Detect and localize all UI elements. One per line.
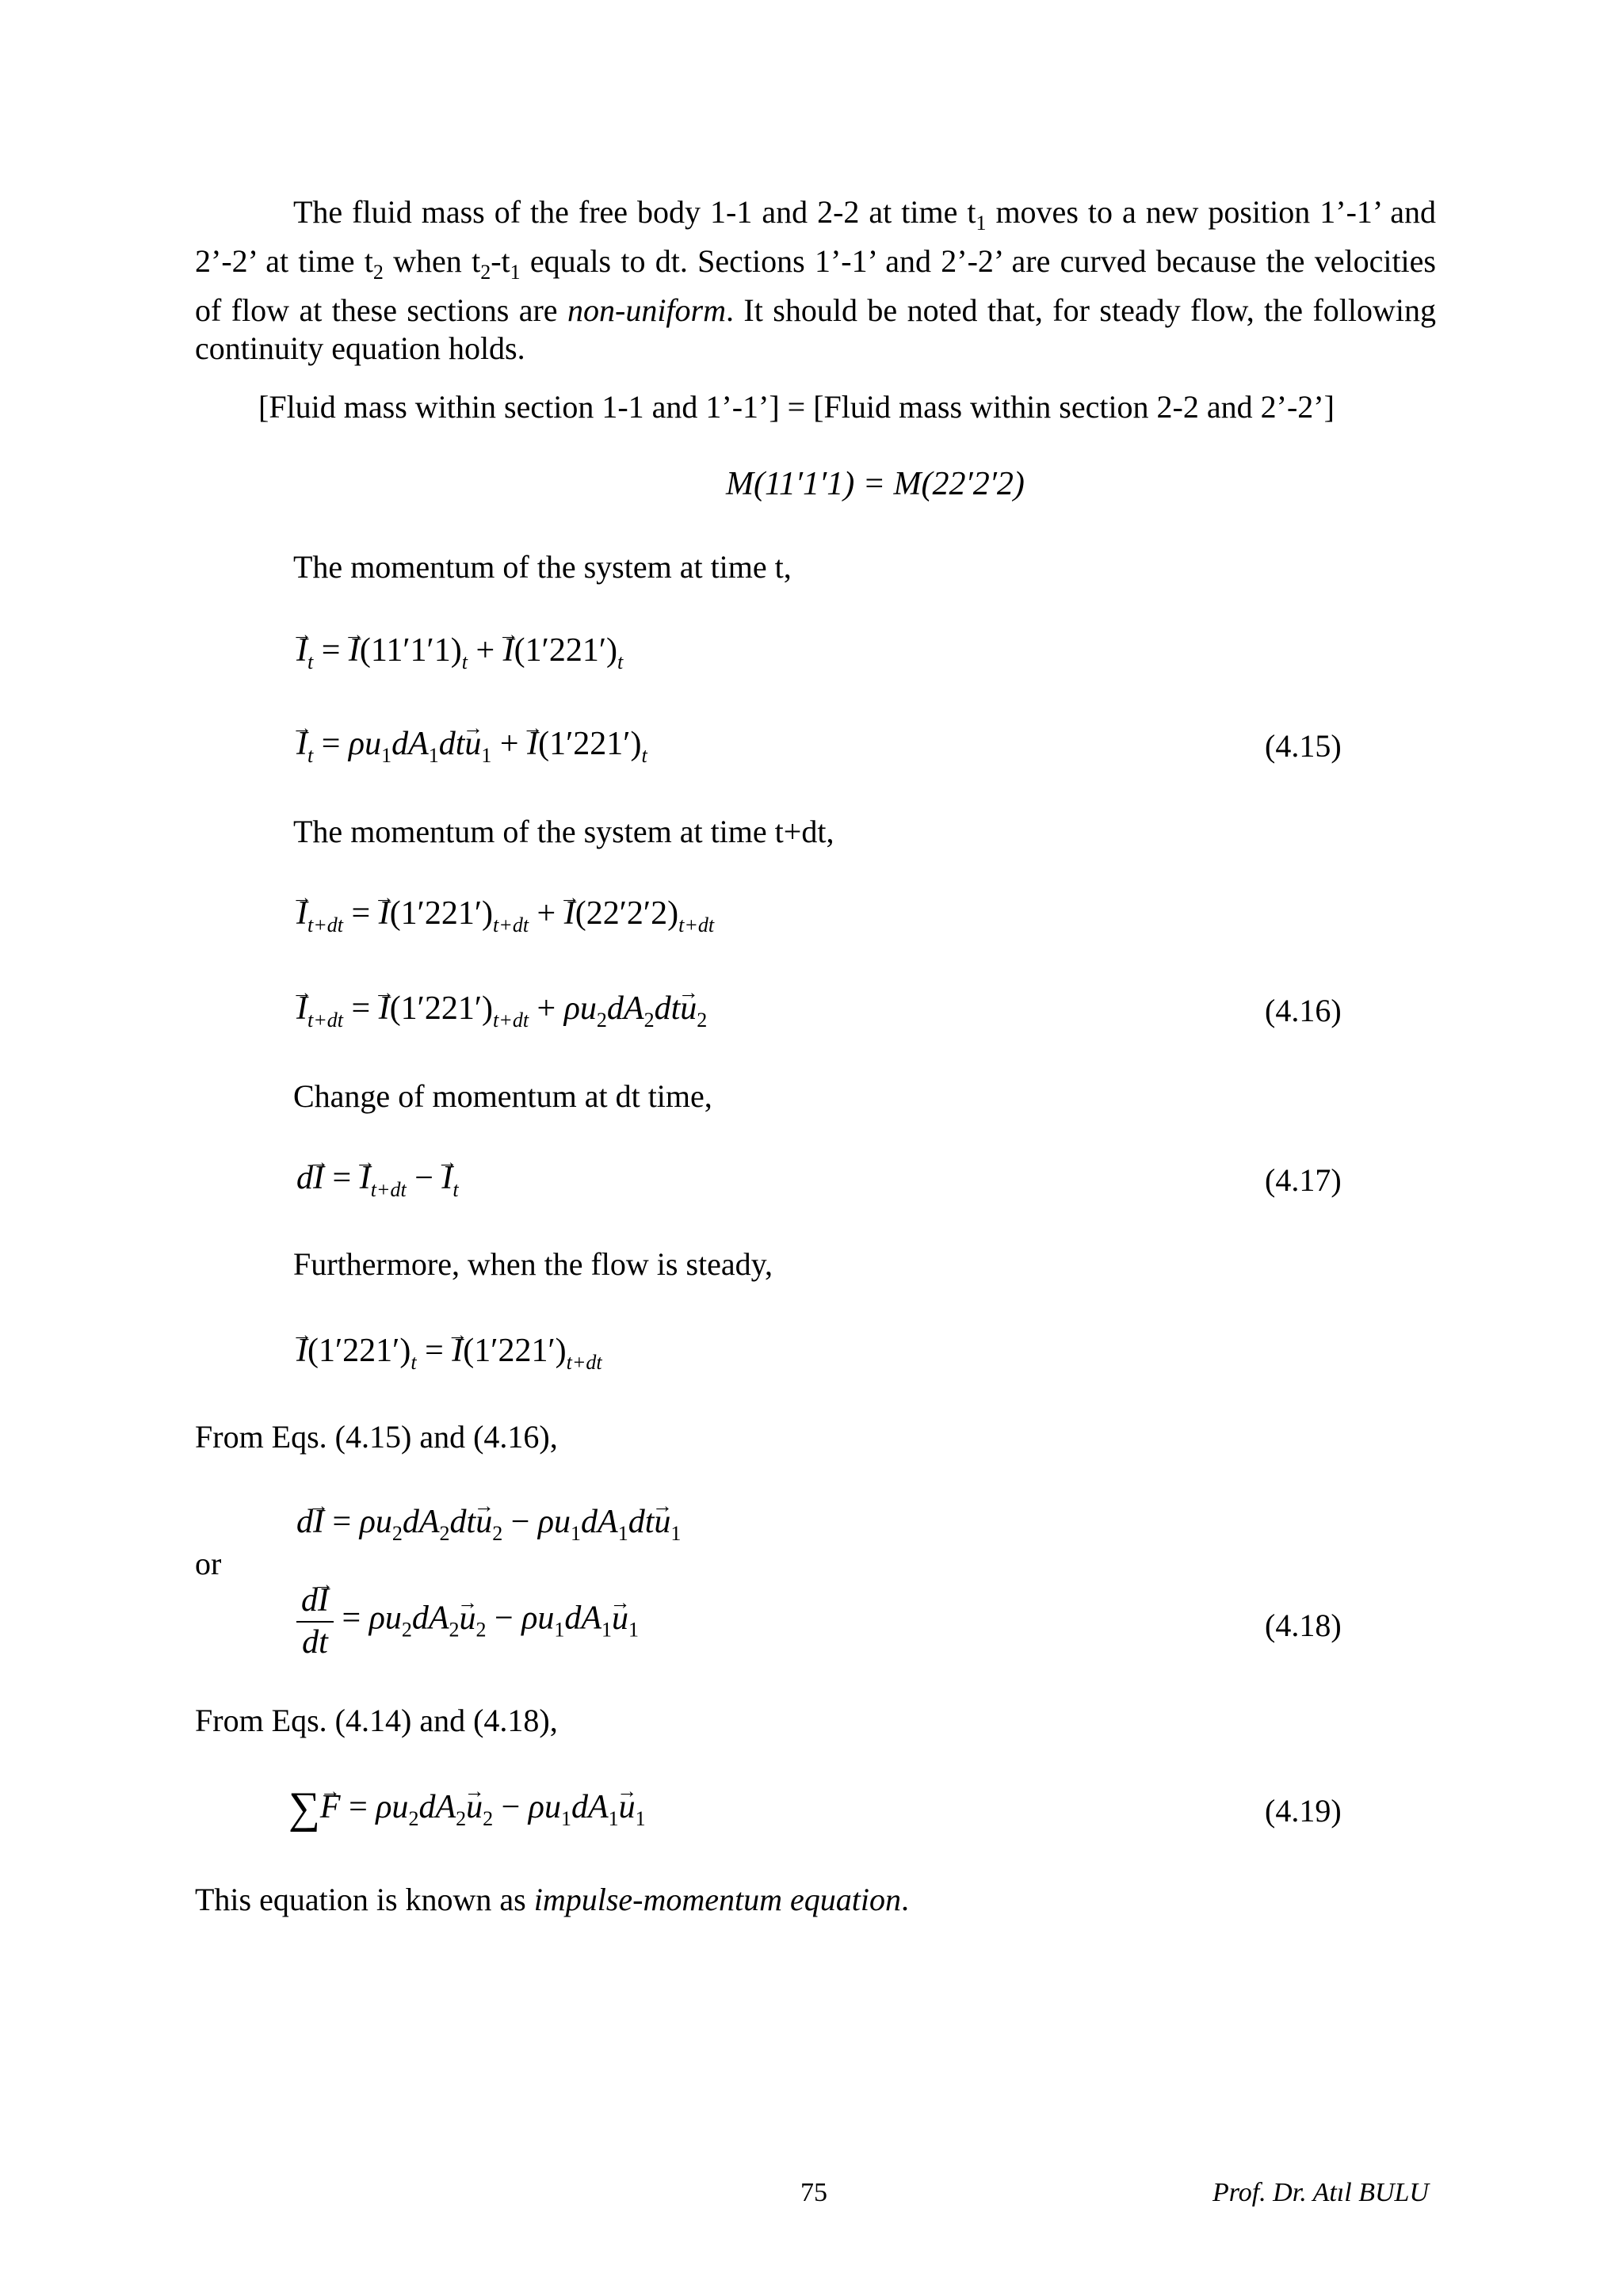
equation-number-4-16: (4.16) [1265, 993, 1342, 1028]
continuity-statement: [Fluid mass within section 1-1 and 1’-1’] = [Fluid mass within section 2-2 and 2’-2’] [258, 389, 1335, 425]
conclusion-sentence: This equation is known as impulse-momentum equation. [195, 1882, 909, 1917]
or-label: or [195, 1546, 222, 1581]
mass-continuity-equation: M(11′1′1) = M(22′2′2) [726, 466, 1025, 502]
equation-number-4-18: (4.18) [1265, 1608, 1342, 1643]
equation-number-4-19: (4.19) [1265, 1793, 1342, 1829]
equation-number-4-17: (4.17) [1265, 1162, 1342, 1198]
momentum-tdt-label: The momentum of the system at time t+dt, [293, 814, 834, 849]
from-eqs-415-416-label: From Eqs. (4.15) and (4.16), [195, 1419, 558, 1455]
momentum-t-expanded-equation: → $I_t = \rho u_1dA_1dt\to u_1$ + → $I(1'221')_t$ [296, 724, 647, 764]
dI-dt-equation: $\frac{d\to I}{dt}$ = $\rho u_2dA_2\to u_2 - \rho u_1dA_1\to u_1$ [296, 1580, 639, 1662]
change-momentum-label: Change of momentum at dt time, [293, 1078, 712, 1114]
from-eqs-414-418-label: From Eqs. (4.14) and (4.18), [195, 1703, 558, 1738]
page-number: 75 [800, 2178, 827, 2207]
change-momentum-equation: d→ I = → $I_{t+dt}$ − → $I_t$ [296, 1158, 459, 1198]
footer-author: Prof. Dr. Atıl BULU [1212, 2178, 1429, 2207]
momentum-tdt-expanded-equation: → $I_{t+dt}$ = → $I(1'221')_{t+dt} + \rho u_2dA_2dt\to u_2$ [296, 989, 707, 1028]
steady-flow-label: Furthermore, when the flow is steady, [293, 1246, 773, 1282]
momentum-t-label: The momentum of the system at time t, [293, 549, 792, 585]
impulse-momentum-equation: ∑→ $F = \rho u_2dA_2\to u_2 - \rho u_1dA_1\to u_1$ [288, 1787, 646, 1828]
intro-paragraph: The fluid mass of the free body 1-1 and 2-2 at time $t_1$ moves to a new position 1’-1’ and 2’-2’ at time $t_2$ when $t_2-t_1$ equals to dt. Sections 1’-1’ and 2’-2’ are curved because the velocities of flow at these sections are non-uniform. It should be noted that, for steady flow, the following continuity equation holds. [195, 194, 1437, 366]
steady-flow-equation: → $I(1'221')_t$ = → $I(1'221')_{t+dt}$ [296, 1331, 602, 1371]
dI-equation: $d\to I = \rho u_2dA_2dt\to u_2 - \rho u_1dA_1dt\to u_1$ [296, 1502, 681, 1542]
momentum-tdt-equation: → $I_{t+dt}$ = → $I(1'221')_{t+dt}$ + → $I(22'2'2)_{t+dt}$ [296, 894, 714, 933]
equation-number-4-15: (4.15) [1265, 728, 1342, 764]
momentum-t-equation: → $I_t$ = → $I(11'1'1)_t$ + → $I(1'221')_t$ [296, 631, 623, 670]
